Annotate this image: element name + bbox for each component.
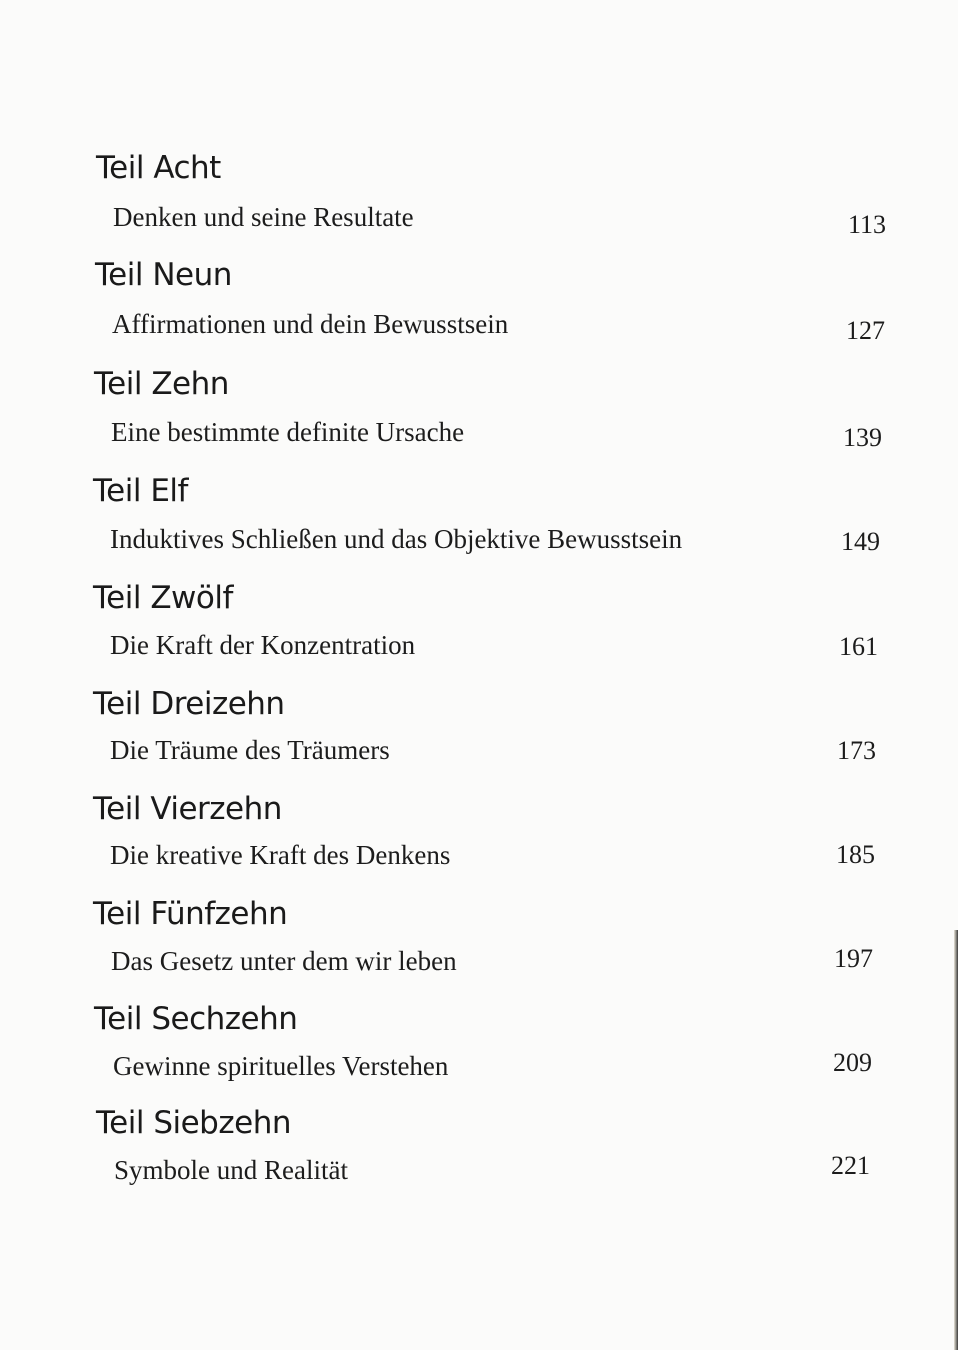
part-title: Teil Siebzehn	[96, 1105, 291, 1141]
toc-entry-teil-zwoelf	[0, 580, 958, 688]
page-edge-shadow	[954, 930, 958, 1350]
part-title: Teil Vierzehn	[93, 791, 282, 827]
page-number: 209	[833, 1048, 872, 1077]
page-number: 127	[846, 316, 885, 345]
toc-entry-teil-siebzehn	[0, 1105, 958, 1213]
page-number: 197	[834, 944, 873, 973]
page-number: 185	[836, 840, 875, 869]
toc-entry-teil-vierzehn	[0, 791, 958, 899]
toc-entry-teil-dreizehn	[0, 686, 958, 794]
chapter-title: Das Gesetz unter dem wir leben	[111, 946, 457, 976]
part-title: Teil Sechzehn	[94, 1001, 298, 1037]
chapter-title: Gewinne spirituelles Verstehen	[113, 1051, 449, 1081]
page-number: 139	[843, 423, 882, 452]
chapter-title: Eine bestimmte definite Ursache	[111, 417, 465, 447]
part-title: Teil Dreizehn	[93, 686, 285, 722]
toc-entry-teil-zehn	[0, 366, 958, 474]
chapter-title: Die kreative Kraft des Denkens	[110, 840, 451, 870]
page-number: 173	[837, 736, 876, 765]
chapter-title: Denken und seine Resultate	[113, 202, 414, 232]
page-number: 113	[847, 210, 886, 239]
chapter-title: Affirmationen und dein Bewusstsein	[112, 309, 509, 339]
toc-entry-teil-sechzehn	[0, 1001, 958, 1109]
part-title: Teil Elf	[93, 473, 188, 509]
part-title: Teil Fünfzehn	[93, 896, 288, 932]
toc-entry-teil-neun	[0, 257, 958, 365]
part-title: Teil Neun	[95, 257, 232, 293]
page-number: 221	[831, 1151, 870, 1180]
chapter-title: Die Kraft der Konzentration	[110, 630, 416, 660]
toc-entry-teil-elf	[0, 473, 958, 581]
page-number: 149	[841, 527, 880, 556]
part-title: Teil Zehn	[94, 366, 229, 402]
part-title: Teil Acht	[96, 150, 221, 186]
chapter-title: Symbole und Realität	[114, 1155, 348, 1185]
toc-entry-teil-acht	[0, 150, 958, 258]
chapter-title: Induktives Schließen und das Objektive Bewusstsein	[110, 524, 683, 554]
toc-entry-teil-fuenfzehn	[0, 896, 958, 1004]
page-number: 161	[839, 632, 878, 661]
part-title: Teil Zwölf	[93, 580, 233, 616]
chapter-title: Die Träume des Träumers	[110, 735, 390, 765]
